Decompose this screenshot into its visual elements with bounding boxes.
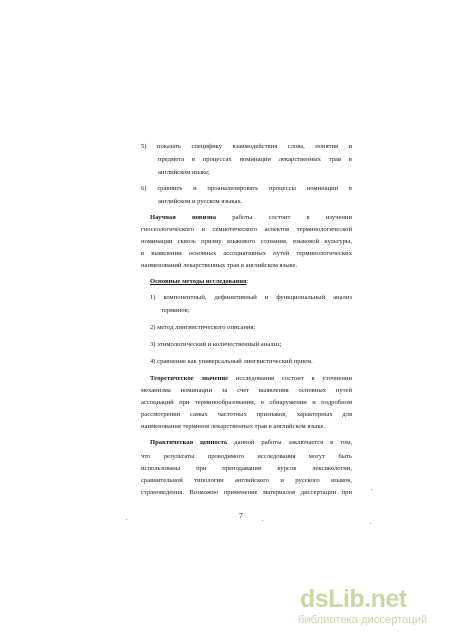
watermark-subtitle: библиотека диссертаций — [298, 614, 428, 626]
text-line: 2) метод лингвистического описания; — [150, 324, 256, 331]
text-line: Основные методы исследования: — [150, 278, 249, 285]
scan-speck — [262, 520, 263, 521]
text-line: что результаты проводимого исследования могут быть — [141, 453, 352, 460]
text-line: 1) компонентный, дефинитивный и функциональный анализ — [150, 294, 352, 301]
text-line: предмета в процессах номинации лекарственных трав в — [158, 156, 352, 163]
text-line: Научная новизна работы состоит в изучении — [150, 214, 352, 221]
text-line: английском языке; — [158, 169, 210, 176]
scan-speck — [126, 519, 127, 520]
text-line: наименований лекарственных трав в английском языке. — [141, 262, 298, 269]
scan-speck — [371, 489, 372, 490]
text-line: номинации сквозь призму языкового сознания, языковой культуры, — [141, 238, 352, 245]
text-line: терминов; — [161, 307, 190, 314]
dslib-watermark[interactable] — [298, 586, 438, 632]
text-line: английском и русском языках. — [158, 198, 243, 205]
body-text — [141, 141, 353, 496]
page-number: 7 — [239, 511, 243, 520]
text-line: 4) сравнение как универсальный лингвистический прием. — [150, 358, 313, 365]
text-line: в выявлении основных ассоциативных путей терминологических — [141, 250, 352, 257]
text-line: рассмотрении самых частотных признаков, характерных для — [141, 411, 352, 418]
text-line: гносеологического и семиотического аспектов терминологической — [141, 226, 352, 233]
text-line: наименования терминов лекарственных трав в английском языке. — [141, 423, 326, 430]
text-line: 6) сравнить и проанализировать процессы номинации в — [141, 185, 352, 192]
text-line: Теоретическое значение исследования состоит в уточнении — [150, 375, 353, 382]
text-line: использованы при преподавании курсов лексикологии, — [141, 465, 352, 472]
text-line: Практическая ценность данной работы заключается в том, — [150, 439, 352, 446]
text-line: 5) показать специфику взаимодействия слова, понятия и — [141, 143, 352, 150]
text-line: сравнительной типологии английского и русского языков, — [141, 477, 352, 484]
text-line: механизма номинации за счет выявления основных путей — [141, 387, 352, 394]
text-line: страноведения. Возможно применение материалов диссертации при — [141, 489, 352, 496]
watermark-logo: dsLib.net — [300, 585, 407, 613]
scan-speck — [370, 523, 371, 524]
text-line: ассоциаций при терминообразовании, в обнаружении и подробном — [141, 399, 352, 406]
text-line: 3) этимологический и количественный анализ; — [150, 341, 282, 348]
